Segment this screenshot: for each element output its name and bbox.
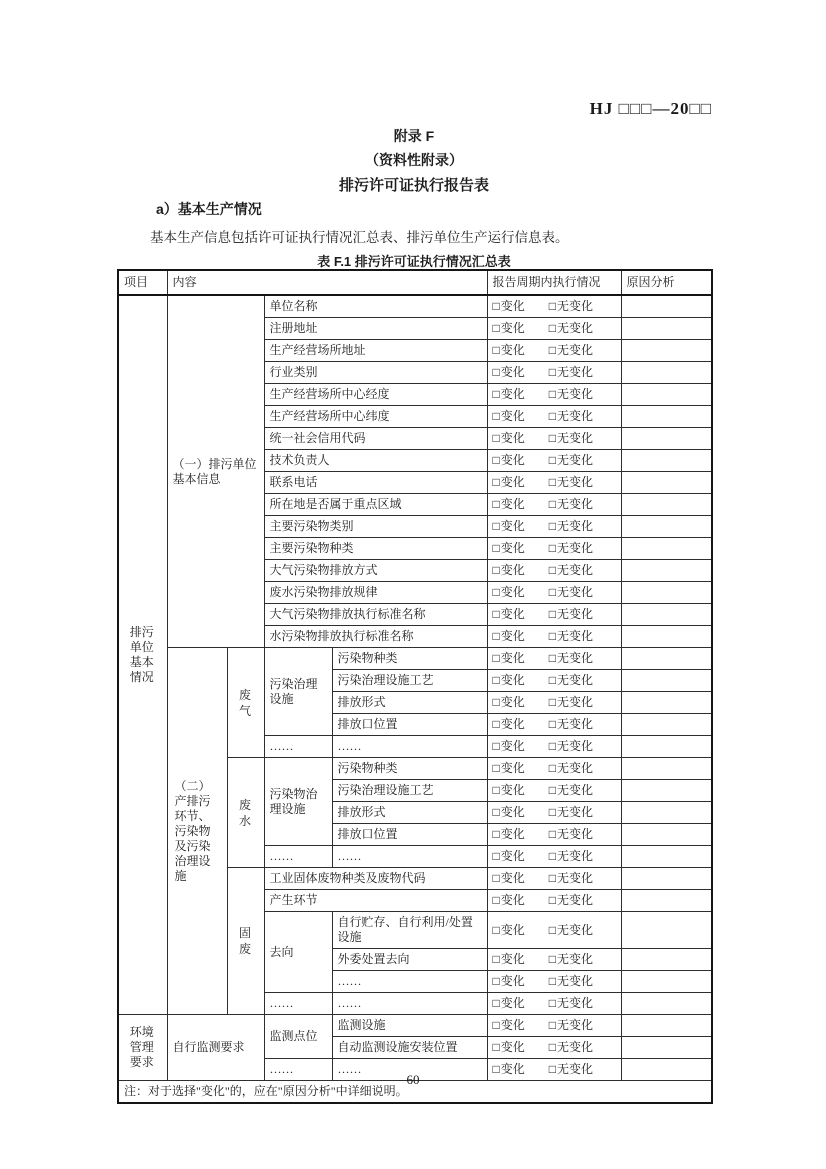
no-change-option-label: 无变化: [557, 453, 594, 467]
exec-cell: [487, 295, 621, 318]
table-row: [118, 648, 712, 670]
header-project: 项目: [118, 270, 167, 295]
ellipsis-cell: ……: [264, 846, 332, 868]
reason-cell: [621, 714, 712, 736]
reason-cell: [621, 560, 712, 582]
exec-cell: [487, 736, 621, 758]
no-change-option-label: 无变化: [557, 1040, 594, 1054]
report-title-heading: 排污许可证执行报告表: [338, 177, 489, 194]
exec-cell: [487, 802, 621, 824]
item-cell: 联系电话: [264, 472, 487, 494]
intro-paragraph: 基本生产信息包括许可证执行情况汇总表、排污单位生产运行信息表。: [150, 230, 569, 245]
no-change-option-label: 无变化: [557, 974, 594, 988]
ellipsis-cell: ……: [332, 1059, 487, 1081]
exec-cell: [487, 824, 621, 846]
change-option-label: 变化: [500, 519, 525, 533]
checkbox-icon: □: [492, 629, 500, 643]
page-number: 60: [406, 1072, 420, 1087]
exec-cell: [487, 318, 621, 340]
header-reason: 原因分析: [621, 270, 712, 295]
ellipsis-cell: ……: [264, 736, 332, 758]
checkbox-icon: □: [492, 299, 500, 313]
reason-cell: [621, 648, 712, 670]
exec-cell: [487, 692, 621, 714]
checkbox-icon: □: [492, 827, 500, 841]
reason-cell: [621, 868, 712, 890]
checkbox-icon: □: [492, 695, 500, 709]
exec-cell: [487, 406, 621, 428]
table-caption: 表 F.1 排污许可证执行情况汇总表: [317, 254, 511, 269]
checkbox-icon: □: [492, 431, 500, 445]
appendix-type-heading: （资料性附录）: [365, 152, 463, 168]
checkbox-icon: □: [492, 673, 500, 687]
section-heading-a: a）基本生产情况: [156, 201, 262, 217]
reason-cell: [621, 406, 712, 428]
exec-cell: [487, 912, 621, 949]
project-env-cell: 环境管理要求: [118, 1015, 167, 1081]
change-option-label: 变化: [500, 974, 525, 988]
checkbox-icon: □: [548, 952, 557, 966]
no-change-option-label: 无变化: [557, 783, 594, 797]
exec-cell: [487, 362, 621, 384]
change-option-label: 变化: [500, 585, 525, 599]
checkbox-icon: □: [548, 651, 557, 665]
checkbox-icon: □: [548, 922, 557, 937]
exec-cell: [487, 846, 621, 868]
no-change-option-label: 无变化: [557, 871, 594, 885]
no-change-option-label: 无变化: [557, 299, 594, 313]
checkbox-icon: □: [492, 739, 500, 753]
item-cell: 外委处置去向: [332, 949, 487, 971]
item-cell: 生产经营场所地址: [264, 340, 487, 362]
checkbox-icon: □: [492, 717, 500, 731]
exec-cell: [487, 450, 621, 472]
change-option-label: 变化: [500, 431, 525, 445]
checkbox-icon: □: [492, 563, 500, 577]
exec-cell: [487, 971, 621, 993]
exec-cell: [487, 648, 621, 670]
no-change-option-label: 无变化: [557, 497, 594, 511]
change-option-label: 变化: [500, 629, 525, 643]
exec-cell: [487, 1037, 621, 1059]
no-change-option-label: 无变化: [557, 585, 594, 599]
item-cell: 主要污染物类别: [264, 516, 487, 538]
change-option-label: 变化: [500, 1062, 525, 1076]
no-change-option-label: 无变化: [557, 651, 594, 665]
item-cell: 大气污染物排放执行标准名称: [264, 604, 487, 626]
no-change-option-label: 无变化: [557, 563, 594, 577]
item-cell: 水污染物排放执行标准名称: [264, 626, 487, 648]
checkbox-icon: □: [492, 996, 500, 1010]
ellipsis-cell: ……: [332, 993, 487, 1015]
checkbox-icon: □: [492, 1018, 500, 1032]
change-option-label: 变化: [500, 996, 525, 1010]
reason-cell: [621, 846, 712, 868]
reason-cell: [621, 824, 712, 846]
reason-cell: [621, 670, 712, 692]
no-change-option-label: 无变化: [557, 541, 594, 555]
solid-label-cell: 固废: [227, 868, 264, 1015]
reason-cell: [621, 516, 712, 538]
note-cell: 注：对于选择"变化"的，应在"原因分析"中详细说明。: [118, 1081, 712, 1104]
checkbox-icon: □: [548, 387, 557, 401]
checkbox-icon: □: [548, 409, 557, 423]
checkbox-icon: □: [548, 519, 557, 533]
change-option-label: 变化: [500, 805, 525, 819]
checkbox-icon: □: [548, 541, 557, 555]
reason-cell: [621, 472, 712, 494]
no-change-option-label: 无变化: [557, 365, 594, 379]
reason-cell: [621, 626, 712, 648]
change-option-label: 变化: [500, 343, 525, 357]
change-option-label: 变化: [500, 475, 525, 489]
change-option-label: 变化: [500, 563, 525, 577]
checkbox-icon: □: [548, 607, 557, 621]
no-change-option-label: 无变化: [557, 695, 594, 709]
item-cell: 所在地是否属于重点区域: [264, 494, 487, 516]
change-option-label: 变化: [500, 387, 525, 401]
document-code: HJ □□□—20□□: [589, 99, 712, 118]
water-label-cell: 废水: [227, 758, 264, 868]
reason-cell: [621, 758, 712, 780]
reason-cell: [621, 736, 712, 758]
ellipsis-cell: ……: [264, 1059, 332, 1081]
no-change-option-label: 无变化: [557, 717, 594, 731]
ellipsis-cell: ……: [264, 993, 332, 1015]
no-change-option-label: 无变化: [557, 607, 594, 621]
item-cell: 废水污染物排放规律: [264, 582, 487, 604]
checkbox-icon: □: [548, 717, 557, 731]
reason-cell: [621, 428, 712, 450]
item-cell: 污染物种类: [332, 648, 487, 670]
reason-cell: [621, 1015, 712, 1037]
checkbox-icon: □: [492, 952, 500, 966]
checkbox-icon: □: [492, 585, 500, 599]
change-option-label: 变化: [500, 952, 525, 966]
no-change-option-label: 无变化: [557, 431, 594, 445]
checkbox-icon: □: [492, 519, 500, 533]
exec-cell: [487, 670, 621, 692]
item-cell: 大气污染物排放方式: [264, 560, 487, 582]
checkbox-icon: □: [492, 453, 500, 467]
change-option-label: 变化: [500, 673, 525, 687]
item-cell: 行业类别: [264, 362, 487, 384]
checkbox-icon: □: [492, 541, 500, 555]
checkbox-icon: □: [548, 1040, 557, 1054]
change-option-label: 变化: [500, 893, 525, 907]
no-change-option-label: 无变化: [557, 922, 594, 937]
item-cell: 排放口位置: [332, 824, 487, 846]
no-change-option-label: 无变化: [557, 475, 594, 489]
exec-cell: [487, 560, 621, 582]
item-cell: 排放形式: [332, 802, 487, 824]
checkbox-icon: □: [492, 387, 500, 401]
checkbox-icon: □: [492, 497, 500, 511]
checkbox-icon: □: [492, 783, 500, 797]
sec3-group-cell: 自行监测要求: [167, 1015, 264, 1081]
checkbox-icon: □: [492, 409, 500, 423]
reason-cell: [621, 993, 712, 1015]
exec-cell: [487, 384, 621, 406]
change-option-label: 变化: [500, 1040, 525, 1054]
no-change-option-label: 无变化: [557, 739, 594, 753]
checkbox-icon: □: [492, 365, 500, 379]
checkbox-icon: □: [492, 849, 500, 863]
table-row: [118, 295, 712, 318]
exec-cell: [487, 494, 621, 516]
table-row: [118, 1015, 712, 1037]
exec-cell: [487, 949, 621, 971]
ellipsis-cell: ……: [332, 736, 487, 758]
reason-cell: [621, 890, 712, 912]
checkbox-icon: □: [548, 996, 557, 1010]
reason-cell: [621, 692, 712, 714]
checkbox-icon: □: [548, 827, 557, 841]
item-cell: 排放口位置: [332, 714, 487, 736]
exec-cell: [487, 538, 621, 560]
reason-cell: [621, 494, 712, 516]
checkbox-icon: □: [548, 673, 557, 687]
no-change-option-label: 无变化: [557, 673, 594, 687]
change-option-label: 变化: [500, 453, 525, 467]
change-option-label: 变化: [500, 717, 525, 731]
reason-cell: [621, 604, 712, 626]
checkbox-icon: □: [492, 651, 500, 665]
change-option-label: 变化: [500, 871, 525, 885]
water-sub-cell: 污染物治理设施: [264, 758, 332, 846]
no-change-option-label: 无变化: [557, 893, 594, 907]
checkbox-icon: □: [492, 1040, 500, 1054]
no-change-option-label: 无变化: [557, 321, 594, 335]
checkbox-icon: □: [548, 299, 557, 313]
exec-cell: [487, 604, 621, 626]
item-cell: 注册地址: [264, 318, 487, 340]
checkbox-icon: □: [492, 922, 500, 937]
reason-cell: [621, 802, 712, 824]
reason-cell: [621, 582, 712, 604]
exec-cell: [487, 428, 621, 450]
change-option-label: 变化: [500, 922, 525, 937]
ellipsis-cell: ……: [332, 971, 487, 993]
no-change-option-label: 无变化: [557, 1062, 594, 1076]
gas-sub-cell: 污染治理设施: [264, 648, 332, 736]
no-change-option-label: 无变化: [557, 629, 594, 643]
change-option-label: 变化: [500, 783, 525, 797]
no-change-option-label: 无变化: [557, 409, 594, 423]
ellipsis-cell: ……: [332, 846, 487, 868]
execution-summary-table: [117, 269, 713, 1104]
reason-cell: [621, 295, 712, 318]
item-cell: 单位名称: [264, 295, 487, 318]
change-option-label: 变化: [500, 299, 525, 313]
item-cell: 排放形式: [332, 692, 487, 714]
exec-cell: [487, 516, 621, 538]
reason-cell: [621, 450, 712, 472]
checkbox-icon: □: [548, 365, 557, 379]
exec-cell: [487, 1015, 621, 1037]
reason-cell: [621, 1037, 712, 1059]
checkbox-icon: □: [548, 343, 557, 357]
checkbox-icon: □: [548, 321, 557, 335]
reason-cell: [621, 318, 712, 340]
checkbox-icon: □: [492, 893, 500, 907]
checkbox-icon: □: [548, 585, 557, 599]
checkbox-icon: □: [492, 343, 500, 357]
item-cell: 污染治理设施工艺: [332, 670, 487, 692]
change-option-label: 变化: [500, 321, 525, 335]
checkbox-icon: □: [492, 761, 500, 775]
item-cell: 主要污染物种类: [264, 538, 487, 560]
checkbox-icon: □: [548, 849, 557, 863]
no-change-option-label: 无变化: [557, 805, 594, 819]
checkbox-icon: □: [548, 1062, 557, 1076]
sec1-group-cell: （一）排污单位基本信息: [167, 295, 264, 648]
no-change-option-label: 无变化: [557, 519, 594, 533]
exec-cell: [487, 582, 621, 604]
checkbox-icon: □: [492, 475, 500, 489]
no-change-option-label: 无变化: [557, 996, 594, 1010]
exec-cell: [487, 340, 621, 362]
no-change-option-label: 无变化: [557, 849, 594, 863]
item-cell: 工业固体废物种类及废物代码: [264, 868, 487, 890]
gas-label-cell: 废气: [227, 648, 264, 758]
reason-cell: [621, 340, 712, 362]
change-option-label: 变化: [500, 849, 525, 863]
checkbox-icon: □: [548, 1018, 557, 1032]
no-change-option-label: 无变化: [557, 343, 594, 357]
item-cell: 污染物种类: [332, 758, 487, 780]
no-change-option-label: 无变化: [557, 387, 594, 401]
checkbox-icon: □: [492, 871, 500, 885]
checkbox-icon: □: [492, 607, 500, 621]
header-content: 内容: [167, 270, 487, 295]
checkbox-icon: □: [548, 475, 557, 489]
monitor-point-cell: 监测点位: [264, 1015, 332, 1059]
item-cell: 统一社会信用代码: [264, 428, 487, 450]
direction-cell: 去向: [264, 912, 332, 993]
item-cell: 产生环节: [264, 890, 487, 912]
header-execution: 报告周期内执行情况: [487, 270, 621, 295]
change-option-label: 变化: [500, 409, 525, 423]
exec-cell: [487, 758, 621, 780]
checkbox-icon: □: [548, 453, 557, 467]
item-cell: 监测设施: [332, 1015, 487, 1037]
change-option-label: 变化: [500, 365, 525, 379]
checkbox-icon: □: [548, 563, 557, 577]
checkbox-icon: □: [548, 805, 557, 819]
checkbox-icon: □: [548, 497, 557, 511]
checkbox-icon: □: [492, 805, 500, 819]
checkbox-icon: □: [548, 893, 557, 907]
no-change-option-label: 无变化: [557, 761, 594, 775]
item-cell: 技术负责人: [264, 450, 487, 472]
change-option-label: 变化: [500, 497, 525, 511]
checkbox-icon: □: [492, 1062, 500, 1076]
reason-cell: [621, 780, 712, 802]
checkbox-icon: □: [548, 629, 557, 643]
sec2-group-cell: （二）产排污环节、污染物及污染治理设施: [167, 648, 227, 1015]
checkbox-icon: □: [492, 321, 500, 335]
exec-cell: [487, 780, 621, 802]
change-option-label: 变化: [500, 541, 525, 555]
change-option-label: 变化: [500, 695, 525, 709]
exec-cell: [487, 714, 621, 736]
reason-cell: [621, 538, 712, 560]
item-cell: 自动监测设施安装位置: [332, 1037, 487, 1059]
exec-cell: [487, 890, 621, 912]
checkbox-icon: □: [548, 761, 557, 775]
project-basic-cell: 排污单位基本情况: [118, 295, 167, 1015]
reason-cell: [621, 949, 712, 971]
reason-cell: [621, 362, 712, 384]
checkbox-icon: □: [548, 739, 557, 753]
checkbox-icon: □: [548, 695, 557, 709]
item-cell: 污染治理设施工艺: [332, 780, 487, 802]
change-option-label: 变化: [500, 607, 525, 621]
exec-cell: [487, 626, 621, 648]
item-cell: 生产经营场所中心经度: [264, 384, 487, 406]
reason-cell: [621, 384, 712, 406]
item-cell: 自行贮存、自行利用/处置设施: [332, 912, 487, 949]
checkbox-icon: □: [548, 783, 557, 797]
item-cell: 生产经营场所中心纬度: [264, 406, 487, 428]
exec-cell: [487, 472, 621, 494]
change-option-label: 变化: [500, 739, 525, 753]
table-header-row: [118, 270, 712, 295]
no-change-option-label: 无变化: [557, 952, 594, 966]
exec-cell: [487, 993, 621, 1015]
change-option-label: 变化: [500, 761, 525, 775]
no-change-option-label: 无变化: [557, 1018, 594, 1032]
checkbox-icon: □: [548, 871, 557, 885]
change-option-label: 变化: [500, 827, 525, 841]
appendix-heading: 附录 F: [393, 128, 435, 144]
checkbox-icon: □: [492, 974, 500, 988]
no-change-option-label: 无变化: [557, 827, 594, 841]
reason-cell: [621, 971, 712, 993]
change-option-label: 变化: [500, 1018, 525, 1032]
checkbox-icon: □: [548, 431, 557, 445]
checkbox-icon: □: [548, 974, 557, 988]
exec-cell: [487, 868, 621, 890]
change-option-label: 变化: [500, 651, 525, 665]
reason-cell: [621, 912, 712, 949]
